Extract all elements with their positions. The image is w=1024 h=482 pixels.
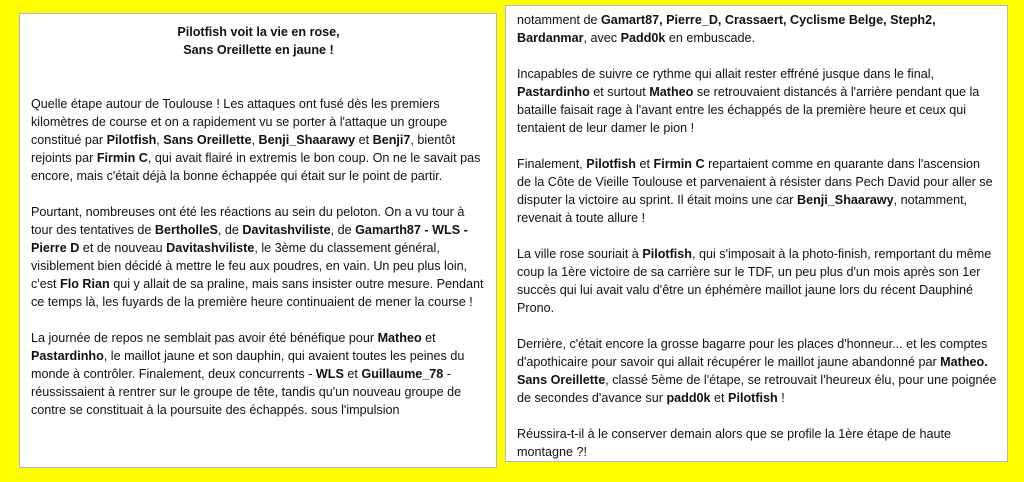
text-run: , [156,133,164,147]
paragraph [31,95,486,185]
rider-name: Gamarth87 - WLS - Pierre D [31,223,468,255]
paragraph [517,425,997,461]
text-run: , notamment, revenait à toute allure ! [517,193,968,225]
text-run: - réussissaient à rentrer sur le groupe de tête, tandis qu'un nouveau groupe de contre se constituait à la poursuite des échappés. sous l'impulsion [31,367,462,417]
rider-name: Pilotfish [728,391,778,405]
text-run: , le 3ème du classement général, visiblement bien décidé à mettre le feu aux poudres, en vain. Un peu plus loin, c'est [31,241,468,291]
article-body-left [31,95,486,419]
text-run: Derrière, c'était encore la grosse bagarre pour les places d'honneur... et les comptes d'apothicaire pour savoir qui allait récupérer le maillot jaune abandonné par [517,337,988,369]
rider-name: WLS [315,367,344,381]
rider-name: Matheo. Sans Oreillette [517,355,988,387]
text-run: Pourtant, nombreuses ont été les réactions au sein du peloton. On a vu tour à tour des tentatives de [31,205,465,237]
text-run: , bientôt rejoints par [31,133,456,165]
paragraph [517,335,997,407]
text-run: Incapables de suivre ce rythme qui allait rester effréné jusque dans le final, [517,67,934,81]
rider-name: Davitashviliste [242,223,331,237]
rider-name: Pilotfish [642,247,692,261]
text-run: Finalement, [517,157,587,171]
text-run: se retrouvaient distancés à l'arrière pendant que la bataille faisait rage à l'avant entre les échappés de la première heure et ceux qui tentaient de leur damer le pion ! [517,85,980,135]
text-run: repartaient comme en quarante dans l'ascension de la Côte de Vieille Toulouse et parvenaient à résister dans Pech David pour aller se disputer la victoire au sprint. Il était moins une car [517,157,993,207]
rider-name: Gamart87, Pierre_D, Crassaert, Cyclisme Belge, Steph2, Bardanmar [517,13,936,45]
rider-name: Guillaume_78 [361,367,444,381]
rider-name: Benji7 [372,133,411,147]
rider-name: Davitashviliste [166,241,255,255]
paragraph [31,329,486,419]
rider-name: BertholleS [154,223,218,237]
text-run: et [355,133,373,147]
text-run: La journée de repos ne semblait pas avoir été bénéfique pour [31,331,378,345]
text-run: Réussira-t-il à le conserver demain alors que se profile la 1ère étape de haute montagne ?! [517,427,952,459]
rider-name: Pilotfish [586,157,636,171]
text-run: , de [330,223,356,237]
article-body-right [517,11,997,461]
rider-name: Matheo [649,85,694,99]
title-line: Pilotfish voit la vie en rose, [177,25,340,39]
text-run: , le maillot jaune et son dauphin, qui avaient toutes les peines du monde à contrôler. Finalement, deux concurrents - [31,349,465,381]
text-run: , [251,133,259,147]
rider-name: Sans Oreillette [163,133,252,147]
text-run: , de [217,223,243,237]
text-run: et [343,367,362,381]
rider-name: Matheo [377,331,422,345]
text-run: Quelle étape autour de Toulouse ! Les attaques ont fusé dès les premiers kilomètres de course et on a rapidement vu se porter à l'attaque un groupe constitué par [31,97,448,147]
rider-name: Flo Rian [60,277,110,291]
text-run: et [710,391,729,405]
rider-name: Firmin C [653,157,705,171]
text-run: et de nouveau [79,241,167,255]
text-run: et surtout [589,85,650,99]
paragraph [517,245,997,317]
text-run: , classé 5ème de l'étape, se retrouvait l'heureux élu, pour une poignée de secondes d'avance sur [517,373,997,405]
text-run: qui y allait de sa praline, mais sans insister outre mesure. Pendant ce temps là, les fuyards de la première heure continuaient de mener la course ! [31,277,484,309]
text-run: , qui avait flairé in extremis le bon coup. On ne le savait pas encore, mais c'était déjà la bonne échappée qui était sur le point de partir. [31,151,481,183]
text-run: , qui s'imposait à la photo-finish, remportant du même coup la 1ère victoire de sa carrière sur le TDF, un peu plus d'un mois après son 1er succès qui lui avait valu d'être un éphémère maillot jaune lors du récent Dauphiné Prono. [517,247,992,315]
rider-name: Pilotfish [106,133,157,147]
rider-name: Benji_Shaarawy [258,133,356,147]
text-run: en embuscade. [665,31,756,45]
text-run: et [635,157,654,171]
paragraph [517,11,997,47]
paragraph [517,155,997,227]
rider-name: Padd0k [620,31,666,45]
text-run: La ville rose souriait à [517,247,643,261]
article-column-left [19,13,497,468]
rider-name: Firmin C [96,151,148,165]
text-run: , avec [583,31,621,45]
text-run: ! [777,391,785,405]
rider-name: Pastardinho [517,85,590,99]
text-run: et [421,331,436,345]
rider-name: padd0k [666,391,711,405]
paragraph [31,203,486,311]
title-line: Sans Oreillette en jaune ! [183,43,334,57]
text-run: notamment de [517,13,602,27]
paragraph [517,65,997,137]
article-title [31,23,486,59]
rider-name: Pastardinho [31,349,104,363]
rider-name: Benji_Shaarawy [797,193,894,207]
article-column-right [505,5,1008,462]
